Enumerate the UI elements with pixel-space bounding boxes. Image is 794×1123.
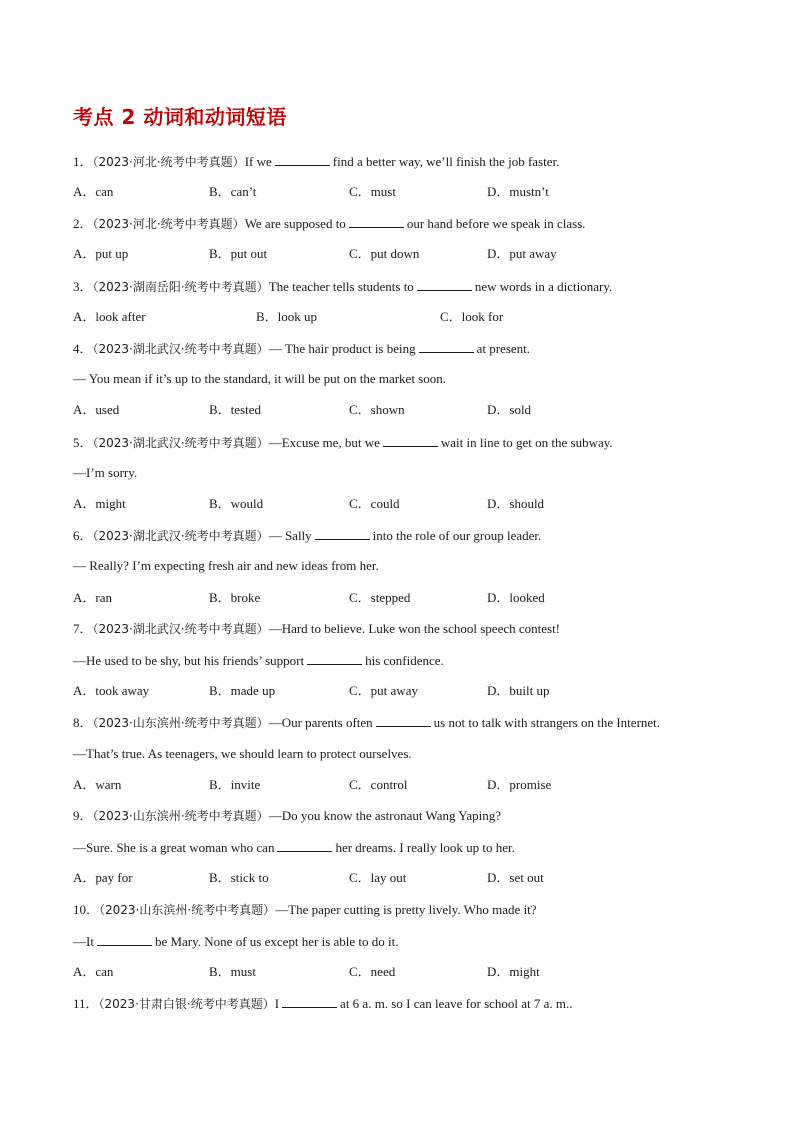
option-b[interactable]: B．would bbox=[209, 496, 264, 511]
question-7: 7．（2023·湖北武汉·统考中考真题）—Hard to believe. Luke won the school speech contest! bbox=[73, 621, 561, 636]
option-a[interactable]: A．look after bbox=[73, 309, 146, 324]
option-d[interactable]: D．promise bbox=[487, 777, 552, 792]
option-c[interactable]: C．look for bbox=[440, 309, 504, 324]
option-a[interactable]: A．ran bbox=[73, 590, 112, 605]
option-d[interactable]: D．should bbox=[487, 496, 545, 511]
answer-blank bbox=[97, 933, 152, 946]
option-c[interactable]: C．need bbox=[349, 964, 396, 979]
option-a[interactable]: A．can bbox=[73, 964, 114, 979]
answer-blank bbox=[315, 527, 370, 540]
option-b[interactable]: B．stick to bbox=[209, 870, 269, 885]
question-8-line-2: —That’s true. As teenagers, we should learn to protect ourselves. bbox=[73, 746, 412, 761]
option-b[interactable]: B．made up bbox=[209, 683, 276, 698]
option-c[interactable]: C．could bbox=[349, 496, 400, 511]
question-7-line-2: —He used to be shy, but his friends’ support his confidence. bbox=[73, 653, 444, 668]
question-4-line-2: — You mean if it’s up to the standard, it will be put on the market soon. bbox=[73, 371, 446, 386]
question-1: 1．（2023·河北·统考中考真题）If we find a better way, we’ll finish the job faster. bbox=[73, 154, 560, 169]
option-d[interactable]: D．built up bbox=[487, 683, 550, 698]
answer-blank bbox=[349, 215, 404, 228]
option-a[interactable]: A．might bbox=[73, 496, 126, 511]
option-c[interactable]: C．put down bbox=[349, 246, 420, 261]
question-9: 9．（2023·山东滨州·统考中考真题）—Do you know the astronaut Wang Yaping? bbox=[73, 808, 502, 823]
option-a[interactable]: A．took away bbox=[73, 683, 150, 698]
question-9-line-2: —Sure. She is a great woman who can her dreams. I really look up to her. bbox=[73, 840, 515, 855]
option-a[interactable]: A．can bbox=[73, 184, 114, 199]
question-2: 2．（2023·河北·统考中考真题）We are supposed to our hand before we speak in class. bbox=[73, 216, 586, 231]
option-d[interactable]: D．put away bbox=[487, 246, 557, 261]
answer-blank bbox=[307, 652, 362, 665]
option-b[interactable]: B．broke bbox=[209, 590, 261, 605]
question-6-line-2: — Really? I’m expecting fresh air and new ideas from her. bbox=[73, 558, 379, 573]
option-b[interactable]: B．look up bbox=[256, 309, 318, 324]
question-10-line-2: —It be Mary. None of us except her is able to do it. bbox=[73, 934, 399, 949]
answer-blank bbox=[417, 278, 472, 291]
answer-blank bbox=[419, 340, 474, 353]
option-a[interactable]: A．pay for bbox=[73, 870, 133, 885]
answer-blank bbox=[282, 995, 337, 1008]
answer-blank bbox=[275, 153, 330, 166]
option-b[interactable]: B．invite bbox=[209, 777, 261, 792]
question-6: 6．（2023·湖北武汉·统考中考真题）— Sally into the role of our group leader. bbox=[73, 528, 542, 543]
question-10: 10．（2023·山东滨州·统考中考真题）—The paper cutting is pretty lively. Who made it? bbox=[73, 902, 537, 917]
option-c[interactable]: C．control bbox=[349, 777, 408, 792]
option-c[interactable]: C．must bbox=[349, 184, 396, 199]
question-11: 11．（2023·甘肃白银·统考中考真题）I at 6 a. m. so I can leave for school at 7 a. m.. bbox=[73, 996, 573, 1011]
answer-blank bbox=[383, 434, 438, 447]
question-5: 5．（2023·湖北武汉·统考中考真题）—Excuse me, but we wait in line to get on the subway. bbox=[73, 435, 613, 450]
answer-blank bbox=[376, 714, 431, 727]
option-d[interactable]: D．looked bbox=[487, 590, 545, 605]
option-c[interactable]: C．put away bbox=[349, 683, 418, 698]
question-8: 8．（2023·山东滨州·统考中考真题）—Our parents often us not to talk with strangers on the Internet. bbox=[73, 715, 661, 730]
answer-blank bbox=[277, 839, 332, 852]
question-4: 4．（2023·湖北武汉·统考中考真题）— The hair product is being at present. bbox=[73, 341, 531, 356]
option-a[interactable]: A．used bbox=[73, 402, 120, 417]
option-d[interactable]: D．sold bbox=[487, 402, 532, 417]
option-d[interactable]: D．might bbox=[487, 964, 540, 979]
question-3: 3．（2023·湖南岳阳·统考中考真题）The teacher tells students to new words in a dictionary. bbox=[73, 279, 613, 294]
option-b[interactable]: B．tested bbox=[209, 402, 261, 417]
option-b[interactable]: B．put out bbox=[209, 246, 268, 261]
option-c[interactable]: C．shown bbox=[349, 402, 405, 417]
option-b[interactable]: B．must bbox=[209, 964, 256, 979]
section-title: 考点 2 动词和动词短语 bbox=[73, 105, 287, 129]
option-d[interactable]: D．mustn’t bbox=[487, 184, 549, 199]
option-c[interactable]: C．lay out bbox=[349, 870, 407, 885]
option-b[interactable]: B．can’t bbox=[209, 184, 257, 199]
option-c[interactable]: C．stepped bbox=[349, 590, 411, 605]
option-d[interactable]: D．set out bbox=[487, 870, 544, 885]
option-a[interactable]: A．warn bbox=[73, 777, 122, 792]
option-a[interactable]: A．put up bbox=[73, 246, 129, 261]
question-5-line-2: —I’m sorry. bbox=[73, 465, 138, 480]
